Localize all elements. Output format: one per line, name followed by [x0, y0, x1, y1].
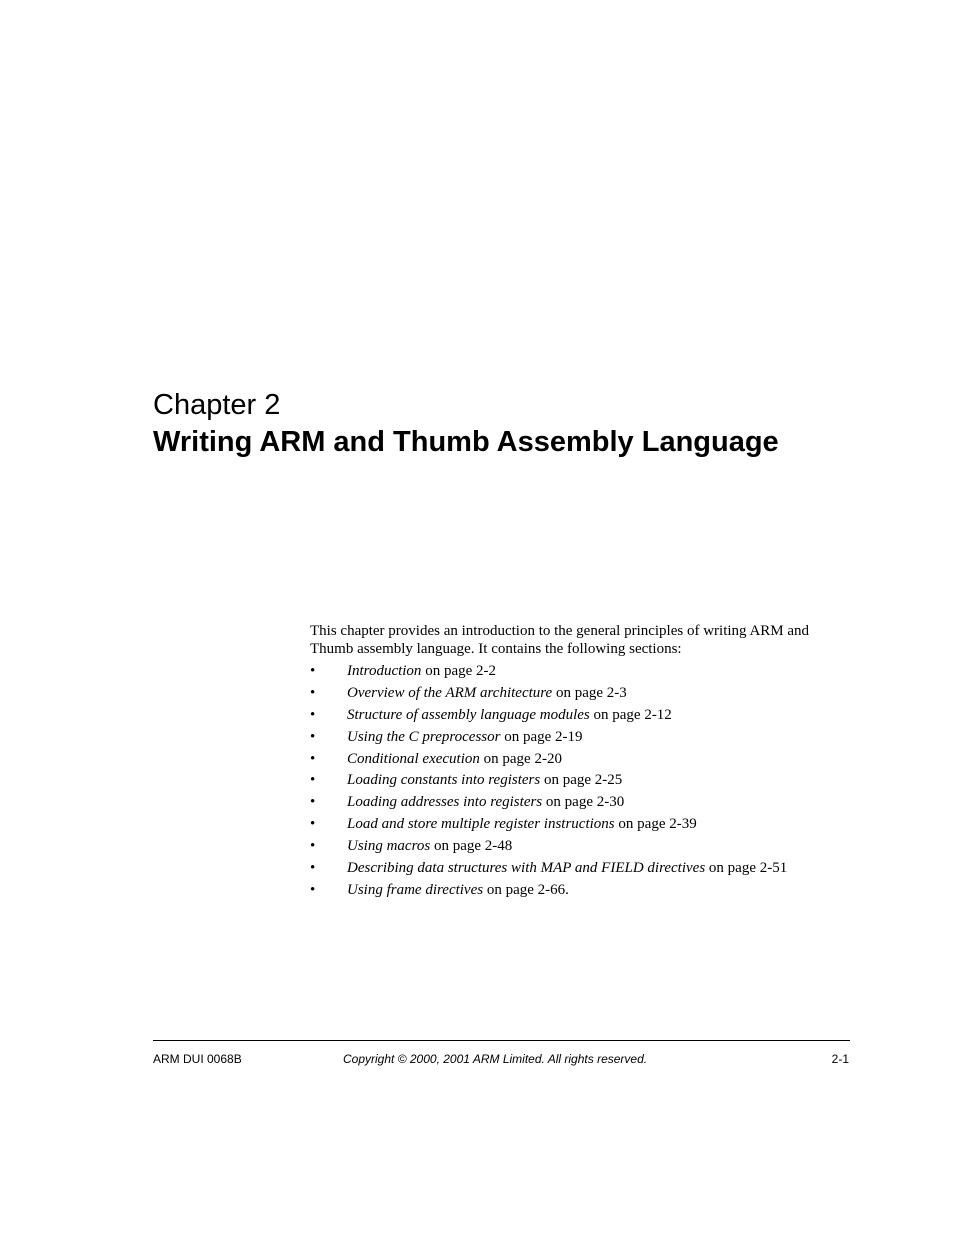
list-item	[310, 727, 787, 749]
bullet-icon: •	[310, 684, 316, 701]
list-item	[310, 683, 787, 705]
list-item	[310, 858, 787, 880]
page-reference: on page 2-3	[552, 684, 627, 701]
footer-rule	[153, 1040, 850, 1041]
chapter-label: Chapter 2	[153, 389, 281, 421]
page-reference: on page 2-66.	[483, 881, 569, 898]
section-link[interactable]: Describing data structures with MAP and FIELD directives	[347, 860, 706, 877]
section-link[interactable]: Overview of the ARM architecture	[347, 684, 553, 701]
intro-paragraph: This chapter provides an introduction to the general principles of writing ARM and Thumb assembly language. It contains the following sections:	[310, 623, 810, 657]
page-reference: on page 2-19	[500, 728, 583, 745]
section-link[interactable]: Using macros	[347, 838, 431, 855]
list-item	[310, 661, 787, 683]
footer-copyright: Copyright © 2000, 2001 ARM Limited. All rights reserved.	[343, 1052, 648, 1066]
chapter-title: Writing ARM and Thumb Assembly Language	[153, 426, 779, 458]
section-link[interactable]: Using the C preprocessor	[347, 728, 501, 745]
bullet-icon: •	[310, 772, 316, 789]
section-link[interactable]: Loading constants into registers	[347, 772, 541, 789]
page-reference: on page 2-25	[540, 772, 623, 789]
section-link[interactable]: Loading addresses into registers	[347, 794, 543, 811]
page-reference: on page 2-48	[430, 838, 513, 855]
page-reference: on page 2-51	[705, 860, 788, 877]
page-reference: on page 2-30	[542, 794, 625, 811]
page-reference: on page 2-12	[589, 706, 672, 723]
bullet-icon: •	[310, 750, 316, 767]
section-link[interactable]: Conditional execution	[347, 750, 480, 767]
footer-doc-id: ARM DUI 0068B	[153, 1052, 242, 1066]
list-item	[310, 749, 787, 771]
bullet-icon: •	[310, 838, 316, 855]
list-item	[310, 814, 787, 836]
bullet-icon: •	[310, 663, 316, 679]
list-item	[310, 705, 787, 727]
page-reference: on page 2-2	[421, 663, 496, 679]
bullet-icon: •	[310, 881, 316, 898]
list-item	[310, 770, 787, 792]
section-list	[310, 661, 787, 902]
bullet-icon: •	[310, 860, 316, 877]
bullet-icon: •	[310, 794, 316, 811]
section-link[interactable]: Structure of assembly language modules	[347, 706, 590, 723]
footer-page-number: 2-1	[831, 1052, 849, 1066]
list-item	[310, 836, 787, 858]
section-link[interactable]: Introduction	[347, 663, 422, 679]
bullet-icon: •	[310, 816, 316, 833]
list-item	[310, 880, 787, 902]
bullet-icon: •	[310, 706, 316, 723]
section-link[interactable]: Load and store multiple register instructions	[347, 816, 615, 833]
bullet-icon: •	[310, 728, 316, 745]
list-item	[310, 792, 787, 814]
section-link[interactable]: Using frame directives	[347, 881, 484, 898]
page-reference: on page 2-39	[614, 816, 697, 833]
page-reference: on page 2-20	[479, 750, 562, 767]
